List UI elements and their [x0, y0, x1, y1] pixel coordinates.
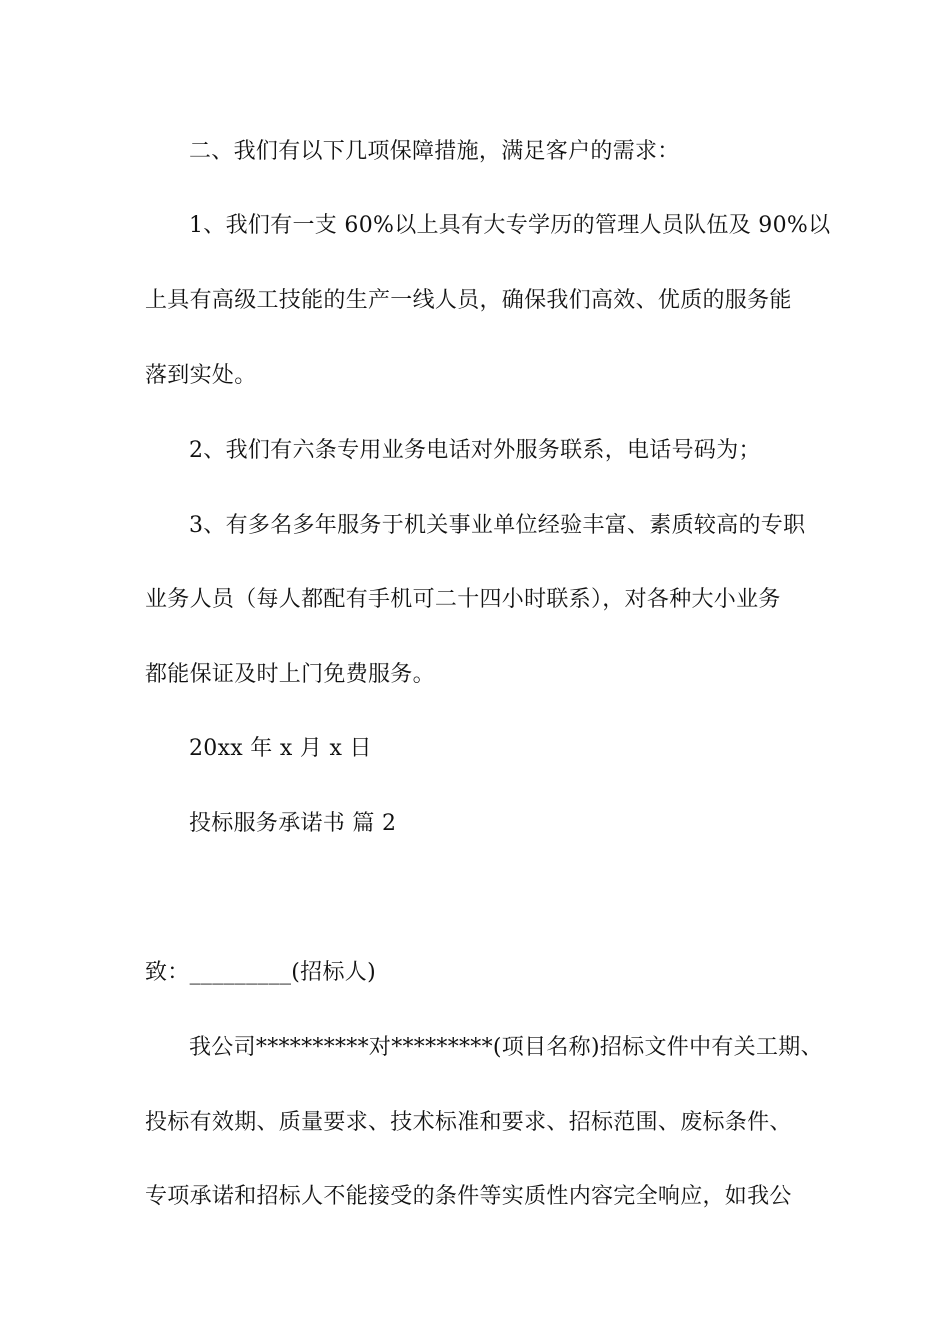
paragraph-line: 1、我们有一支 60%以上具有大专学历的管理人员队伍及 90%以 [189, 213, 831, 238]
paragraph-line: 都能保证及时上门免费服务。 [145, 662, 435, 687]
paragraph-line: 2、我们有六条专用业务电话对外服务联系，电话号码为； [189, 438, 761, 463]
section-title: 投标服务承诺书 篇 2 [189, 811, 397, 836]
paragraph-line: 3、有多名多年服务于机关事业单位经验丰富、素质较高的专职 [189, 513, 806, 538]
section-heading-guarantees: 二、我们有以下几项保障措施，满足客户的需求： [189, 139, 680, 164]
paragraph-line: 专项承诺和招标人不能接受的条件等实质性内容完全响应，如我公 [145, 1184, 792, 1209]
paragraph-line: 投标有效期、质量要求、技术标准和要求、招标范围、废标条件、 [145, 1110, 792, 1135]
date-line: 20xx 年 x 月 x 日 [189, 736, 372, 761]
paragraph-line: 上具有高级工技能的生产一线人员，确保我们高效、优质的服务能 [145, 288, 792, 313]
addressee-line: 致：_________(招标人) [145, 960, 376, 985]
paragraph-line: 业务人员（每人都配有手机可二十四小时联系），对各种大小业务 [145, 587, 781, 612]
paragraph-line: 我公司**********对*********(项目名称)招标文件中有关工期、 [189, 1035, 823, 1060]
paragraph-line: 落到实处。 [145, 363, 257, 388]
